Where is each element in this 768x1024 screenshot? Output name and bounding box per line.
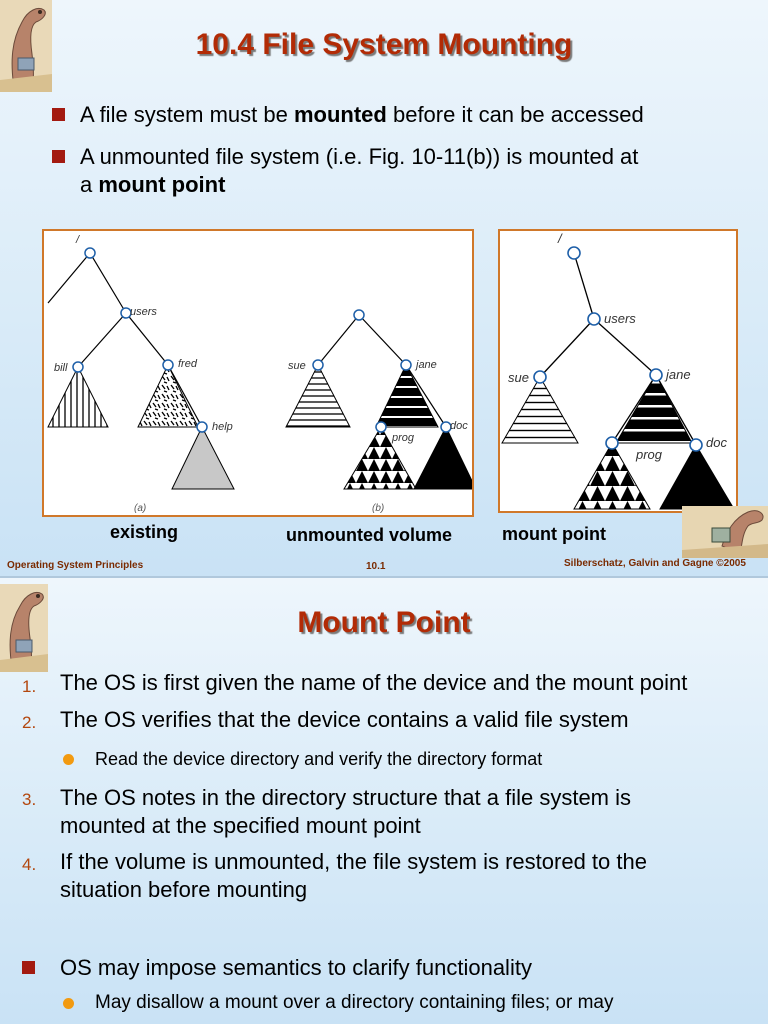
figure-existing-and-unmounted xyxy=(42,229,474,517)
sub-item-disallow-mount: May disallow a mount over a directory containing files; or may xyxy=(95,992,614,1013)
label-bill: bill xyxy=(54,362,68,374)
footer-course: Operating System Principles xyxy=(7,560,144,571)
tree-help xyxy=(172,427,234,489)
slide-title: Mount Point xyxy=(297,606,471,639)
caption-existing: existing xyxy=(110,522,179,542)
tree-doc xyxy=(660,445,734,509)
label-help: help xyxy=(212,421,233,433)
bullet-text-part: A file system must be xyxy=(80,102,294,127)
list-number: 1. xyxy=(22,677,37,696)
label-prog: prog xyxy=(636,447,663,462)
label-panel-b: (b) xyxy=(372,503,385,514)
footer-page-number: 10.1 xyxy=(366,561,386,572)
list-item-1: The OS is first given the name of the device and the mount point xyxy=(60,670,688,695)
bullet-text-part: before it can be accessed xyxy=(386,102,644,127)
list-line: mounted at the specified mount point xyxy=(60,813,421,838)
list-number: 3. xyxy=(22,790,37,809)
tree-sue xyxy=(502,377,578,443)
list-line: The OS notes in the directory structure that a file system is xyxy=(60,785,632,810)
tree-jane xyxy=(376,365,438,427)
bullet-line xyxy=(80,171,638,199)
bullet-square xyxy=(22,961,35,974)
tree-bill xyxy=(48,367,108,427)
bullet-line: A unmounted file system (i.e. Fig. 10-11(b)) is mounted at xyxy=(80,144,639,169)
bullet-text-part: a xyxy=(80,172,99,197)
dinosaur-computer-logo-icon xyxy=(682,506,768,558)
bullet-os-semantics: OS may impose semantics to clarify functionality xyxy=(60,955,532,980)
caption-unmounted-volume: unmounted volume xyxy=(286,525,452,545)
sub-item-read-directory: Read the device directory and verify the directory format xyxy=(95,749,543,769)
footer-copyright: Silberschatz, Galvin and Gagne ©2005 xyxy=(564,558,746,569)
list-item-3 xyxy=(60,784,631,840)
bullet-text-mounted xyxy=(80,101,644,129)
label-doc: doc xyxy=(706,435,727,450)
tree-diagram-left xyxy=(44,231,472,515)
slide-title: 10.4 File System Mounting xyxy=(195,28,573,61)
label-jane: jane xyxy=(666,367,691,382)
bullet-text-unmounted xyxy=(80,143,638,199)
tree-jane xyxy=(616,375,692,443)
label-fred: fred xyxy=(178,358,197,370)
label-jane: jane xyxy=(416,359,437,371)
bold-term-mount-point: mount point xyxy=(98,172,226,197)
label-sue: sue xyxy=(288,360,306,372)
list-line: If the volume is unmounted, the file system is restored to the xyxy=(60,849,647,874)
tree-diagram-right xyxy=(500,231,736,511)
label-users: users xyxy=(604,311,636,326)
label-doc: doc xyxy=(450,420,468,432)
label-prog: prog xyxy=(392,432,415,444)
label-sue: sue xyxy=(508,370,529,385)
tree-fred xyxy=(138,365,198,427)
caption-mount-point: mount point xyxy=(502,524,606,544)
label-panel-a: (a) xyxy=(134,503,147,514)
sub-bullet-dot xyxy=(63,998,74,1009)
list-item-4 xyxy=(60,848,647,904)
sub-bullet-dot xyxy=(63,754,74,765)
tree-doc xyxy=(414,427,472,489)
bold-term-mounted: mounted xyxy=(293,102,387,127)
list-number: 4. xyxy=(22,855,37,874)
list-number: 2. xyxy=(22,713,37,732)
label-users: users xyxy=(130,306,157,318)
figure-mount-point xyxy=(498,229,738,513)
list-item-2: The OS verifies that the device contains a valid file system xyxy=(60,707,629,732)
bullet-square xyxy=(52,150,65,163)
list-line: situation before mounting xyxy=(60,877,308,902)
label-root: / xyxy=(558,231,562,246)
label-root: / xyxy=(76,234,80,246)
tree-sue xyxy=(286,365,350,427)
slide-mount-point xyxy=(0,578,768,1024)
bullet-square xyxy=(52,108,65,121)
